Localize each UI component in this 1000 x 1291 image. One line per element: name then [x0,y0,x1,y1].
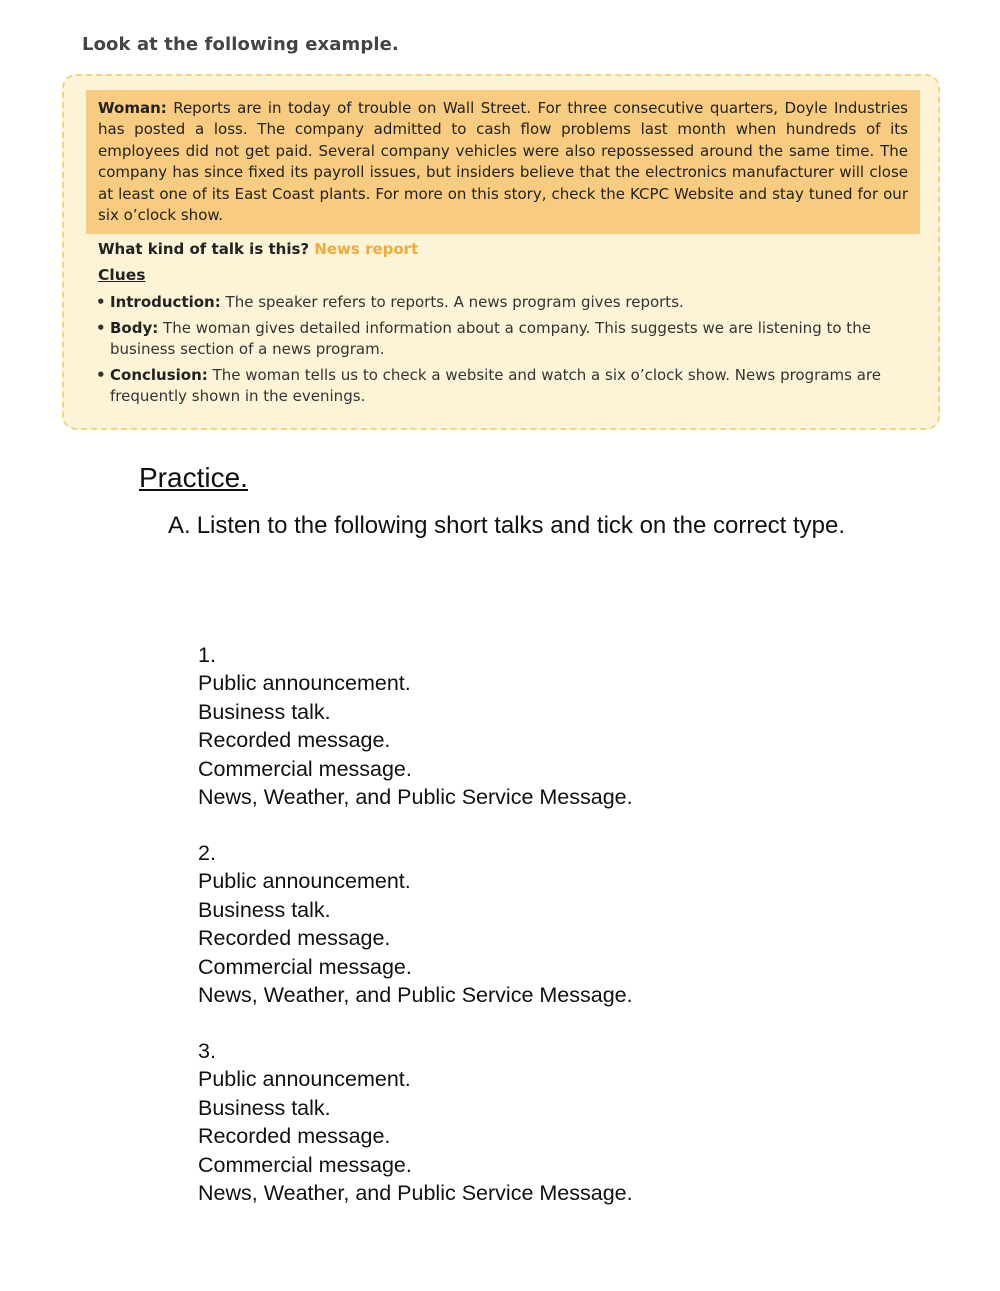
clue-text: The speaker refers to reports. A news program gives reports. [225,293,684,311]
question-number: 2. [198,841,216,865]
option-news-weather-psm[interactable]: News, Weather, and Public Service Message. [198,785,633,810]
practice-instruction [168,512,845,540]
clue-item [94,292,910,313]
clue-list [94,292,910,412]
speaker-label: Woman: [98,99,167,117]
clue-label: Body: [110,319,159,337]
question-group-3 [198,1037,633,1207]
bullet-icon: • [96,319,106,337]
question-number: 1. [198,643,216,667]
bullet-icon: • [96,366,106,384]
option-business-talk[interactable]: Business talk. [198,699,331,724]
passage-text: Reports are in today of trouble on Wall Street. For three consecutive quarters, Doyle Industries has posted a loss. The company admitted to cash flow problems last month when hundreds of its employees did not get paid. Several company vehicles were also repossessed around the same time. The company has since fixed its payroll issues, but insiders believe that the electronics manufacturer will close at least one of its East Coast plants. For more on this story, check the KCPC Website and stay tuned for our six o’clock show. [98,99,908,225]
answer-text: News report [314,240,419,258]
option-news-weather-psm[interactable]: News, Weather, and Public Service Message. [198,983,633,1008]
clues-title: Clues [98,266,146,284]
clue-item [94,365,910,407]
example-box [62,74,940,430]
clue-text: The woman tells us to check a website and watch a six o’clock show. News programs are frequently shown in the evenings. [110,366,881,405]
example-question [98,240,418,258]
option-recorded-message[interactable]: Recorded message. [198,1124,391,1149]
clue-label: Introduction: [110,293,221,311]
practice-title: Practice. [139,462,248,493]
question-number: 3. [198,1039,216,1063]
clue-item [94,318,910,360]
question-text: What kind of talk is this? [98,240,310,258]
option-commercial-message[interactable]: Commercial message. [198,954,412,979]
instruction-text: Listen to the following short talks and tick on the correct type. [196,512,846,539]
bullet-icon: • [96,293,106,311]
option-business-talk[interactable]: Business talk. [198,1095,331,1120]
option-news-weather-psm[interactable]: News, Weather, and Public Service Message. [198,1181,633,1206]
instruction-letter: A. [168,512,191,539]
question-group-1 [198,641,633,811]
option-public-announcement[interactable]: Public announcement. [198,671,411,696]
option-recorded-message[interactable]: Recorded message. [198,926,391,951]
question-group-2 [198,839,633,1009]
option-recorded-message[interactable]: Recorded message. [198,728,391,753]
option-public-announcement[interactable]: Public announcement. [198,869,411,894]
option-commercial-message[interactable]: Commercial message. [198,1152,412,1177]
option-commercial-message[interactable]: Commercial message. [198,756,412,781]
option-business-talk[interactable]: Business talk. [198,897,331,922]
clue-text: The woman gives detailed information about a company. This suggests we are listening to the business section of a news program. [110,319,871,358]
option-public-announcement[interactable]: Public announcement. [198,1067,411,1092]
clue-label: Conclusion: [110,366,208,384]
dialogue-passage [86,90,920,234]
example-heading: Look at the following example. [82,34,399,55]
